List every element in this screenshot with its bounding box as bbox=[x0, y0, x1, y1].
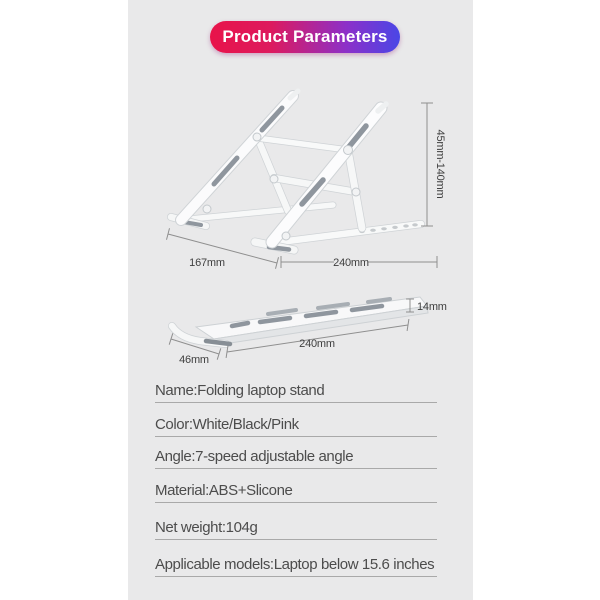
open-height-label: 45mm-140mm bbox=[434, 129, 447, 199]
spec-row-text: Applicable models:Laptop below 15.6 inches bbox=[155, 556, 435, 573]
open-depth-label: 167mm bbox=[189, 257, 225, 269]
open-length-label: 240mm bbox=[333, 257, 369, 269]
spec-row-angle bbox=[155, 437, 437, 469]
folded-width-label: 46mm bbox=[179, 354, 209, 366]
spec-row-material bbox=[155, 469, 437, 503]
spec-row-models bbox=[155, 540, 437, 577]
spec-row-text: Angle:7-speed adjustable angle bbox=[155, 448, 354, 465]
laptop-stand-open-illustration bbox=[171, 91, 421, 250]
spec-row-text: Material:ABS+Slicone bbox=[155, 482, 293, 499]
dimension-open-height bbox=[421, 103, 433, 226]
folded-thickness-label: 14mm bbox=[417, 301, 447, 313]
spec-row-name bbox=[155, 370, 437, 403]
spec-row-color bbox=[155, 403, 437, 437]
banner-title: Product Parameters bbox=[222, 27, 388, 46]
spec-row-text: Net weight:104g bbox=[155, 519, 258, 536]
folded-length-label: 240mm bbox=[299, 338, 335, 350]
spec-row-text: Name:Folding laptop stand bbox=[155, 382, 325, 399]
spec-row-weight bbox=[155, 503, 437, 540]
spec-row-text: Color:White/Black/Pink bbox=[155, 416, 299, 433]
